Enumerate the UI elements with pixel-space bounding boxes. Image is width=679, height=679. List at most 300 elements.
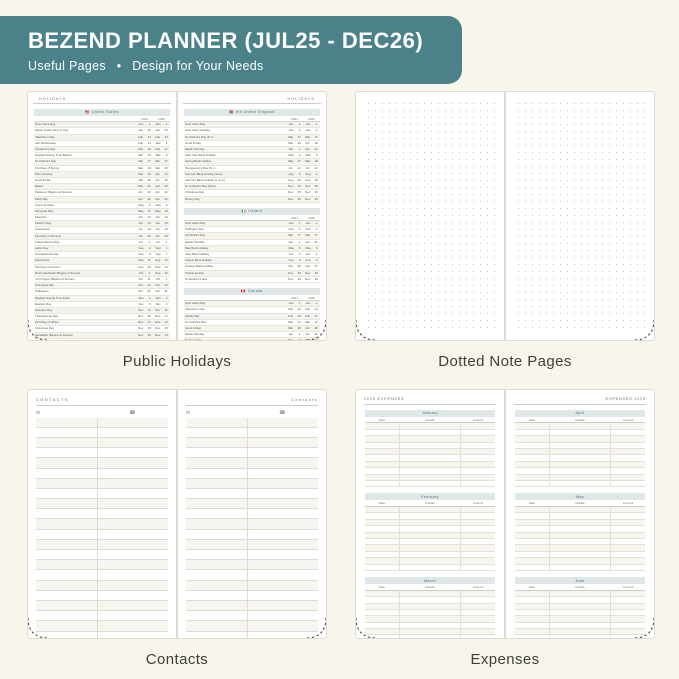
expense-cell[interactable] bbox=[550, 475, 611, 480]
expense-cell[interactable] bbox=[550, 565, 611, 570]
expense-cell[interactable] bbox=[611, 610, 645, 615]
expense-cell[interactable] bbox=[515, 623, 550, 628]
expense-cell[interactable] bbox=[550, 604, 611, 609]
contact-row[interactable] bbox=[36, 550, 168, 560]
expense-cell[interactable] bbox=[400, 462, 461, 467]
expense-cell[interactable] bbox=[515, 591, 550, 596]
contact-phone-cell[interactable] bbox=[98, 581, 168, 590]
expense-cell[interactable] bbox=[611, 475, 645, 480]
contact-phone-cell[interactable] bbox=[98, 458, 168, 467]
expense-cell[interactable] bbox=[461, 597, 495, 602]
expense-cell[interactable] bbox=[515, 443, 550, 448]
contact-phone-cell[interactable] bbox=[248, 489, 318, 498]
expense-cell[interactable] bbox=[400, 436, 461, 441]
contact-row[interactable] bbox=[36, 621, 168, 631]
contact-name-cell[interactable] bbox=[186, 418, 248, 427]
expense-cell[interactable] bbox=[400, 533, 461, 538]
contact-row[interactable] bbox=[186, 509, 318, 519]
expense-cell[interactable] bbox=[400, 629, 461, 634]
contact-row[interactable] bbox=[186, 418, 318, 428]
expense-cell[interactable] bbox=[515, 449, 550, 454]
expense-cell[interactable] bbox=[550, 423, 611, 428]
contact-name-cell[interactable] bbox=[186, 499, 248, 508]
expense-cell[interactable] bbox=[365, 558, 400, 563]
contact-phone-cell[interactable] bbox=[98, 469, 168, 478]
expense-cell[interactable] bbox=[400, 616, 461, 621]
contact-name-cell[interactable] bbox=[36, 489, 98, 498]
expense-cell[interactable] bbox=[611, 423, 645, 428]
contact-row[interactable] bbox=[36, 540, 168, 550]
expense-cell[interactable] bbox=[611, 507, 645, 512]
contact-phone-cell[interactable] bbox=[98, 550, 168, 559]
expense-cell[interactable] bbox=[550, 610, 611, 615]
contact-row[interactable] bbox=[186, 530, 318, 540]
contact-name-cell[interactable] bbox=[186, 469, 248, 478]
contact-phone-cell[interactable] bbox=[248, 479, 318, 488]
contact-phone-cell[interactable] bbox=[98, 519, 168, 528]
expense-cell[interactable] bbox=[611, 635, 645, 639]
expense-cell[interactable] bbox=[400, 552, 461, 557]
contact-row[interactable] bbox=[186, 632, 318, 639]
expense-cell[interactable] bbox=[461, 475, 495, 480]
expense-cell[interactable] bbox=[461, 533, 495, 538]
expense-cell[interactable] bbox=[550, 436, 611, 441]
expense-cell[interactable] bbox=[550, 533, 611, 538]
expense-cell[interactable] bbox=[400, 539, 461, 544]
expense-cell[interactable] bbox=[461, 462, 495, 467]
contact-row[interactable] bbox=[36, 509, 168, 519]
contact-name-cell[interactable] bbox=[36, 560, 98, 569]
expense-row[interactable] bbox=[515, 565, 645, 571]
contact-row[interactable] bbox=[36, 601, 168, 611]
expense-cell[interactable] bbox=[400, 507, 461, 512]
contact-row[interactable] bbox=[186, 519, 318, 529]
contact-phone-cell[interactable] bbox=[248, 428, 318, 437]
expense-cell[interactable] bbox=[461, 455, 495, 460]
contact-name-cell[interactable] bbox=[186, 428, 248, 437]
contact-row[interactable] bbox=[186, 601, 318, 611]
expense-cell[interactable] bbox=[611, 513, 645, 518]
expense-cell[interactable] bbox=[461, 545, 495, 550]
contact-name-cell[interactable] bbox=[186, 591, 248, 600]
contact-name-cell[interactable] bbox=[36, 570, 98, 579]
expense-cell[interactable] bbox=[365, 604, 400, 609]
expense-cell[interactable] bbox=[611, 443, 645, 448]
expense-cell[interactable] bbox=[365, 565, 400, 570]
expense-cell[interactable] bbox=[550, 513, 611, 518]
contact-phone-cell[interactable] bbox=[248, 570, 318, 579]
expense-cell[interactable] bbox=[550, 443, 611, 448]
expense-cell[interactable] bbox=[515, 545, 550, 550]
expense-cell[interactable] bbox=[365, 591, 400, 596]
expense-cell[interactable] bbox=[461, 591, 495, 596]
contact-name-cell[interactable] bbox=[36, 519, 98, 528]
contact-name-cell[interactable] bbox=[186, 570, 248, 579]
expense-cell[interactable] bbox=[400, 520, 461, 525]
expense-row[interactable] bbox=[365, 481, 495, 487]
contact-phone-cell[interactable] bbox=[98, 489, 168, 498]
contact-name-cell[interactable] bbox=[186, 540, 248, 549]
expense-cell[interactable] bbox=[461, 436, 495, 441]
expense-cell[interactable] bbox=[461, 443, 495, 448]
expense-cell[interactable] bbox=[365, 475, 400, 480]
expense-cell[interactable] bbox=[365, 597, 400, 602]
contact-phone-cell[interactable] bbox=[248, 509, 318, 518]
expense-cell[interactable] bbox=[461, 539, 495, 544]
expense-cell[interactable] bbox=[515, 481, 550, 486]
expense-cell[interactable] bbox=[400, 597, 461, 602]
expense-cell[interactable] bbox=[400, 591, 461, 596]
expense-cell[interactable] bbox=[515, 604, 550, 609]
expense-cell[interactable] bbox=[461, 507, 495, 512]
contact-phone-cell[interactable] bbox=[248, 540, 318, 549]
expense-cell[interactable] bbox=[365, 449, 400, 454]
expense-cell[interactable] bbox=[400, 423, 461, 428]
expense-cell[interactable] bbox=[461, 604, 495, 609]
expense-cell[interactable] bbox=[550, 430, 611, 435]
expense-cell[interactable] bbox=[365, 635, 400, 639]
contact-name-cell[interactable] bbox=[36, 581, 98, 590]
contact-row[interactable] bbox=[186, 438, 318, 448]
contact-row[interactable] bbox=[186, 540, 318, 550]
expense-cell[interactable] bbox=[400, 623, 461, 628]
expense-cell[interactable] bbox=[550, 597, 611, 602]
contact-row[interactable] bbox=[36, 560, 168, 570]
contact-row[interactable] bbox=[36, 489, 168, 499]
contact-phone-cell[interactable] bbox=[248, 530, 318, 539]
expense-cell[interactable] bbox=[550, 629, 611, 634]
expense-cell[interactable] bbox=[611, 436, 645, 441]
contact-row[interactable] bbox=[36, 458, 168, 468]
expense-cell[interactable] bbox=[611, 449, 645, 454]
contact-row[interactable] bbox=[36, 448, 168, 458]
contact-row[interactable] bbox=[186, 428, 318, 438]
expense-cell[interactable] bbox=[365, 623, 400, 628]
expense-cell[interactable] bbox=[461, 616, 495, 621]
expense-cell[interactable] bbox=[365, 513, 400, 518]
expense-cell[interactable] bbox=[461, 558, 495, 563]
expense-cell[interactable] bbox=[461, 610, 495, 615]
contact-name-cell[interactable] bbox=[186, 611, 248, 620]
contact-row[interactable] bbox=[36, 479, 168, 489]
contact-row[interactable] bbox=[186, 560, 318, 570]
contact-name-cell[interactable] bbox=[36, 591, 98, 600]
contact-name-cell[interactable] bbox=[186, 479, 248, 488]
contact-row[interactable] bbox=[36, 469, 168, 479]
contact-phone-cell[interactable] bbox=[248, 601, 318, 610]
expense-cell[interactable] bbox=[550, 558, 611, 563]
contact-name-cell[interactable] bbox=[186, 550, 248, 559]
expense-cell[interactable] bbox=[611, 481, 645, 486]
contact-row[interactable] bbox=[36, 418, 168, 428]
contact-row[interactable] bbox=[186, 570, 318, 580]
expense-cell[interactable] bbox=[461, 423, 495, 428]
expense-cell[interactable] bbox=[365, 481, 400, 486]
contact-name-cell[interactable] bbox=[186, 530, 248, 539]
expense-cell[interactable] bbox=[461, 520, 495, 525]
expense-cell[interactable] bbox=[515, 616, 550, 621]
contact-phone-cell[interactable] bbox=[248, 550, 318, 559]
expense-cell[interactable] bbox=[515, 629, 550, 634]
expense-cell[interactable] bbox=[515, 423, 550, 428]
contact-name-cell[interactable] bbox=[36, 509, 98, 518]
contact-name-cell[interactable] bbox=[36, 448, 98, 457]
contact-phone-cell[interactable] bbox=[98, 621, 168, 630]
expense-cell[interactable] bbox=[550, 552, 611, 557]
expense-cell[interactable] bbox=[515, 513, 550, 518]
contact-row[interactable] bbox=[36, 428, 168, 438]
expense-cell[interactable] bbox=[515, 462, 550, 467]
contact-phone-cell[interactable] bbox=[248, 581, 318, 590]
expense-cell[interactable] bbox=[515, 430, 550, 435]
expense-row[interactable] bbox=[515, 635, 645, 639]
contact-name-cell[interactable] bbox=[186, 438, 248, 447]
expense-cell[interactable] bbox=[461, 623, 495, 628]
expense-row[interactable] bbox=[365, 635, 495, 639]
expense-cell[interactable] bbox=[550, 616, 611, 621]
contact-name-cell[interactable] bbox=[186, 458, 248, 467]
contact-phone-cell[interactable] bbox=[248, 458, 318, 467]
expense-cell[interactable] bbox=[400, 449, 461, 454]
expense-cell[interactable] bbox=[515, 552, 550, 557]
contact-name-cell[interactable] bbox=[186, 509, 248, 518]
contact-phone-cell[interactable] bbox=[98, 479, 168, 488]
contact-name-cell[interactable] bbox=[36, 550, 98, 559]
contact-row[interactable] bbox=[36, 438, 168, 448]
expense-row[interactable] bbox=[515, 481, 645, 487]
expense-cell[interactable] bbox=[400, 513, 461, 518]
contact-phone-cell[interactable] bbox=[98, 632, 168, 639]
contact-row[interactable] bbox=[186, 621, 318, 631]
expense-cell[interactable] bbox=[611, 455, 645, 460]
contact-name-cell[interactable] bbox=[36, 530, 98, 539]
expense-cell[interactable] bbox=[400, 604, 461, 609]
contact-phone-cell[interactable] bbox=[248, 438, 318, 447]
contact-name-cell[interactable] bbox=[36, 611, 98, 620]
contact-name-cell[interactable] bbox=[186, 632, 248, 639]
contact-phone-cell[interactable] bbox=[98, 418, 168, 427]
expense-cell[interactable] bbox=[400, 526, 461, 531]
contact-phone-cell[interactable] bbox=[98, 509, 168, 518]
contact-name-cell[interactable] bbox=[186, 601, 248, 610]
contact-row[interactable] bbox=[36, 632, 168, 639]
expense-cell[interactable] bbox=[611, 430, 645, 435]
expense-cell[interactable] bbox=[400, 635, 461, 639]
contact-row[interactable] bbox=[186, 479, 318, 489]
contact-row[interactable] bbox=[186, 448, 318, 458]
contact-phone-cell[interactable] bbox=[248, 418, 318, 427]
expense-cell[interactable] bbox=[400, 455, 461, 460]
contact-name-cell[interactable] bbox=[186, 560, 248, 569]
contact-row[interactable] bbox=[36, 611, 168, 621]
expense-cell[interactable] bbox=[611, 629, 645, 634]
contact-phone-cell[interactable] bbox=[98, 448, 168, 457]
expense-cell[interactable] bbox=[550, 526, 611, 531]
expense-cell[interactable] bbox=[365, 423, 400, 428]
expense-cell[interactable] bbox=[461, 629, 495, 634]
expense-cell[interactable] bbox=[515, 526, 550, 531]
expense-cell[interactable] bbox=[365, 629, 400, 634]
contact-row[interactable] bbox=[186, 611, 318, 621]
contact-name-cell[interactable] bbox=[36, 632, 98, 639]
expense-cell[interactable] bbox=[515, 455, 550, 460]
contact-name-cell[interactable] bbox=[36, 418, 98, 427]
expense-cell[interactable] bbox=[515, 475, 550, 480]
contact-phone-cell[interactable] bbox=[98, 438, 168, 447]
contact-phone-cell[interactable] bbox=[248, 448, 318, 457]
expense-cell[interactable] bbox=[400, 468, 461, 473]
expense-cell[interactable] bbox=[550, 449, 611, 454]
expense-cell[interactable] bbox=[550, 455, 611, 460]
contact-row[interactable] bbox=[186, 458, 318, 468]
expense-cell[interactable] bbox=[611, 520, 645, 525]
contact-phone-cell[interactable] bbox=[248, 519, 318, 528]
expense-row[interactable] bbox=[365, 565, 495, 571]
expense-cell[interactable] bbox=[611, 558, 645, 563]
contact-phone-cell[interactable] bbox=[248, 591, 318, 600]
contact-phone-cell[interactable] bbox=[98, 530, 168, 539]
expense-cell[interactable] bbox=[400, 443, 461, 448]
expense-cell[interactable] bbox=[550, 545, 611, 550]
contact-name-cell[interactable] bbox=[186, 448, 248, 457]
contact-row[interactable] bbox=[186, 489, 318, 499]
expense-cell[interactable] bbox=[515, 610, 550, 615]
contact-name-cell[interactable] bbox=[186, 581, 248, 590]
expense-cell[interactable] bbox=[365, 552, 400, 557]
expense-cell[interactable] bbox=[365, 539, 400, 544]
expense-cell[interactable] bbox=[611, 533, 645, 538]
contact-name-cell[interactable] bbox=[36, 601, 98, 610]
expense-cell[interactable] bbox=[611, 616, 645, 621]
expense-cell[interactable] bbox=[365, 507, 400, 512]
contact-row[interactable] bbox=[36, 591, 168, 601]
expense-cell[interactable] bbox=[550, 481, 611, 486]
expense-cell[interactable] bbox=[461, 449, 495, 454]
expense-cell[interactable] bbox=[365, 520, 400, 525]
contact-row[interactable] bbox=[36, 519, 168, 529]
expense-cell[interactable] bbox=[611, 552, 645, 557]
expense-cell[interactable] bbox=[550, 591, 611, 596]
expense-cell[interactable] bbox=[365, 545, 400, 550]
expense-cell[interactable] bbox=[611, 597, 645, 602]
expense-cell[interactable] bbox=[400, 565, 461, 570]
contact-phone-cell[interactable] bbox=[98, 499, 168, 508]
expense-cell[interactable] bbox=[461, 468, 495, 473]
contact-phone-cell[interactable] bbox=[98, 428, 168, 437]
expense-cell[interactable] bbox=[365, 430, 400, 435]
expense-cell[interactable] bbox=[365, 455, 400, 460]
contact-phone-cell[interactable] bbox=[248, 469, 318, 478]
contact-phone-cell[interactable] bbox=[98, 560, 168, 569]
expense-cell[interactable] bbox=[550, 507, 611, 512]
expense-cell[interactable] bbox=[550, 468, 611, 473]
expense-cell[interactable] bbox=[461, 552, 495, 557]
contact-row[interactable] bbox=[186, 469, 318, 479]
expense-cell[interactable] bbox=[611, 526, 645, 531]
expense-cell[interactable] bbox=[550, 539, 611, 544]
contact-name-cell[interactable] bbox=[36, 499, 98, 508]
contact-name-cell[interactable] bbox=[36, 621, 98, 630]
contact-name-cell[interactable] bbox=[186, 519, 248, 528]
contact-row[interactable] bbox=[186, 499, 318, 509]
contact-row[interactable] bbox=[36, 499, 168, 509]
contact-phone-cell[interactable] bbox=[98, 601, 168, 610]
contact-name-cell[interactable] bbox=[186, 489, 248, 498]
contact-name-cell[interactable] bbox=[36, 428, 98, 437]
expense-cell[interactable] bbox=[461, 513, 495, 518]
expense-cell[interactable] bbox=[515, 533, 550, 538]
expense-cell[interactable] bbox=[461, 565, 495, 570]
expense-cell[interactable] bbox=[550, 635, 611, 639]
expense-cell[interactable] bbox=[515, 558, 550, 563]
contact-row[interactable] bbox=[186, 591, 318, 601]
expense-cell[interactable] bbox=[515, 520, 550, 525]
contact-phone-cell[interactable] bbox=[98, 611, 168, 620]
expense-cell[interactable] bbox=[611, 591, 645, 596]
expense-cell[interactable] bbox=[365, 468, 400, 473]
contact-phone-cell[interactable] bbox=[98, 570, 168, 579]
expense-cell[interactable] bbox=[461, 635, 495, 639]
expense-cell[interactable] bbox=[550, 462, 611, 467]
contact-name-cell[interactable] bbox=[36, 479, 98, 488]
expense-cell[interactable] bbox=[400, 475, 461, 480]
contact-row[interactable] bbox=[36, 530, 168, 540]
expense-cell[interactable] bbox=[515, 565, 550, 570]
expense-cell[interactable] bbox=[365, 462, 400, 467]
expense-cell[interactable] bbox=[611, 545, 645, 550]
expense-cell[interactable] bbox=[611, 539, 645, 544]
expense-cell[interactable] bbox=[365, 610, 400, 615]
contact-name-cell[interactable] bbox=[36, 458, 98, 467]
contact-row[interactable] bbox=[36, 581, 168, 591]
expense-cell[interactable] bbox=[611, 565, 645, 570]
expense-cell[interactable] bbox=[550, 623, 611, 628]
expense-cell[interactable] bbox=[365, 533, 400, 538]
expense-cell[interactable] bbox=[611, 604, 645, 609]
expense-cell[interactable] bbox=[515, 597, 550, 602]
expense-cell[interactable] bbox=[515, 635, 550, 639]
expense-cell[interactable] bbox=[611, 462, 645, 467]
contact-row[interactable] bbox=[36, 570, 168, 580]
expense-cell[interactable] bbox=[400, 481, 461, 486]
contact-phone-cell[interactable] bbox=[248, 621, 318, 630]
contact-phone-cell[interactable] bbox=[248, 632, 318, 639]
contact-name-cell[interactable] bbox=[36, 438, 98, 447]
expense-cell[interactable] bbox=[515, 468, 550, 473]
expense-cell[interactable] bbox=[400, 545, 461, 550]
expense-cell[interactable] bbox=[461, 481, 495, 486]
expense-cell[interactable] bbox=[365, 443, 400, 448]
expense-cell[interactable] bbox=[365, 436, 400, 441]
expense-cell[interactable] bbox=[461, 430, 495, 435]
expense-cell[interactable] bbox=[611, 623, 645, 628]
expense-cell[interactable] bbox=[400, 430, 461, 435]
expense-cell[interactable] bbox=[365, 526, 400, 531]
expense-cell[interactable] bbox=[550, 520, 611, 525]
contact-phone-cell[interactable] bbox=[98, 540, 168, 549]
contact-row[interactable] bbox=[186, 581, 318, 591]
expense-cell[interactable] bbox=[515, 507, 550, 512]
contact-phone-cell[interactable] bbox=[248, 560, 318, 569]
expense-cell[interactable] bbox=[515, 539, 550, 544]
contact-row[interactable] bbox=[186, 550, 318, 560]
expense-cell[interactable] bbox=[365, 616, 400, 621]
contact-name-cell[interactable] bbox=[36, 540, 98, 549]
contact-phone-cell[interactable] bbox=[98, 591, 168, 600]
contact-name-cell[interactable] bbox=[36, 469, 98, 478]
expense-cell[interactable] bbox=[611, 468, 645, 473]
expense-cell[interactable] bbox=[515, 436, 550, 441]
